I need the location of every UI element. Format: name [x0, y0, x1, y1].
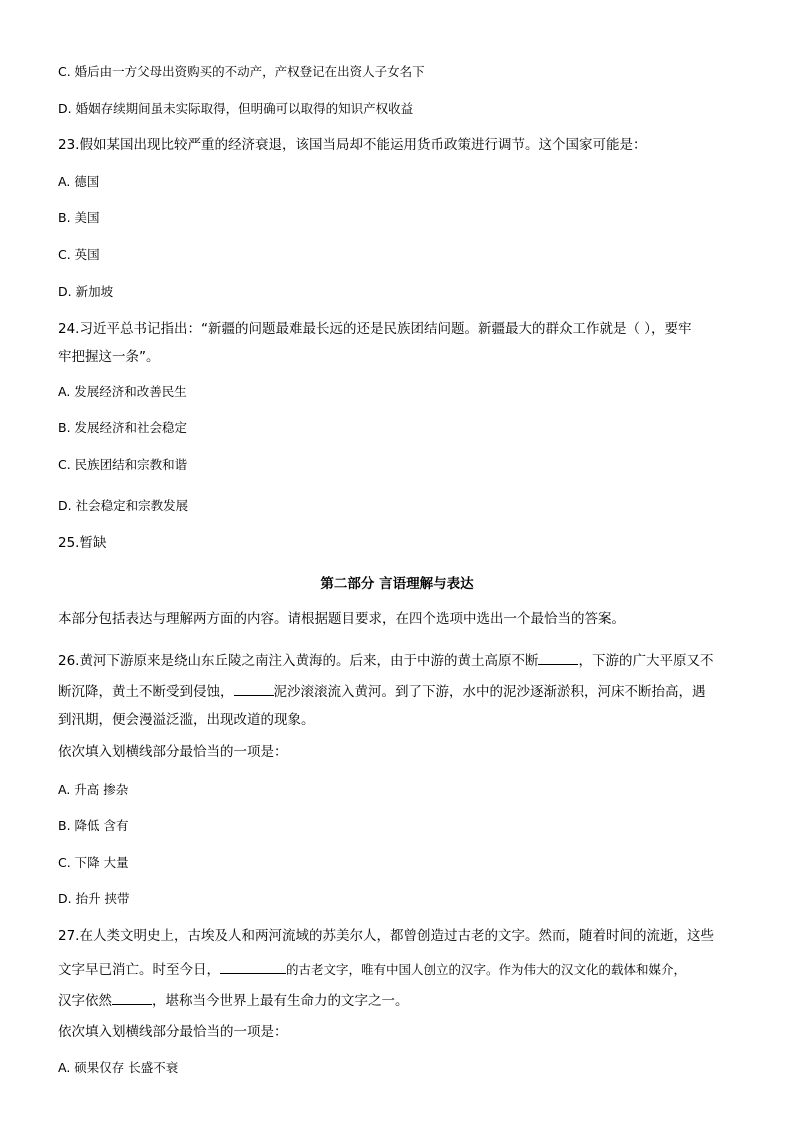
q27-line2-part-b: 的古老文字，唯有中国人创立的汉字。作为伟大的汉文化的载体和媒介，: [286, 962, 687, 977]
q26-line3: 到汛期，便会漫溢泛滥，出现改道的现象。: [58, 712, 315, 728]
q26-line1: [58, 652, 713, 669]
q23-option-c: C. 英国: [58, 247, 100, 262]
q26-line2-part-a: 断沉降，黄土不断受到侵蚀，: [58, 684, 234, 700]
q22-option-d: D. 婚姻存续期间虽未实际取得，但明确可以取得的知识产权收益: [58, 101, 414, 116]
q27-line3-part-a: 汉字依然: [58, 993, 112, 1009]
q24-option-d: D. 社会稳定和宗教发展: [58, 498, 189, 513]
q23-stem: 23.假如某国出现比较严重的经济衰退，该国当局却不能运用货币政策进行调节。这个国家可能是：: [58, 137, 647, 153]
q24-option-b: B. 发展经济和社会稳定: [58, 420, 188, 435]
q22-option-c: C. 婚后由一方父母出资购买的不动产，产权登记在出资人子女名下: [58, 64, 425, 79]
q27-option-a: A. 硕果仅存 长盛不衰: [58, 1060, 179, 1075]
q23-option-d: D. 新加坡: [58, 284, 114, 299]
q24-stem-line2: 牢把握这一条”。: [58, 349, 160, 365]
q26-option-b: B. 降低 含有: [58, 818, 129, 833]
q26-option-c: C. 下降 大量: [58, 855, 129, 870]
q23-option-b: B. 美国: [58, 210, 100, 225]
q26-line2: [58, 683, 706, 700]
q26-option-a: A. 升高 掺杂: [58, 782, 129, 797]
q26-prompt: 依次填入划横线部分最恰当的一项是：: [58, 744, 288, 760]
q23-option-a: A. 德国: [58, 174, 100, 189]
q24-option-a: A. 发展经济和改善民生: [58, 384, 187, 399]
q24-stem-line1: 24.习近平总书记指出：“新疆的问题最难最长远的还是民族团结问题。新疆最大的群众工作就是（ ），要牢: [58, 321, 692, 337]
section-title: 第二部分 言语理解与表达: [320, 576, 474, 592]
section-intro: 本部分包括表达与理解两方面的内容。请根据题目要求，在四个选项中选出一个最恰当的答案。: [58, 611, 625, 627]
answer-blank: [220, 961, 286, 974]
q26-option-d: D. 抬升 挟带: [58, 891, 130, 906]
q26-line1-part-b: ，下游的广大平原又不: [578, 653, 714, 669]
q26-line1-part-a: 26.黄河下游原来是绕山东丘陵之南注入黄海的。后来，由于中游的黄土高原不断: [58, 653, 539, 669]
q26-line2-part-b: 泥沙滚滚流入黄河。到了下游，水中的泥沙逐渐淤积，河床不断抬高，遇: [273, 684, 706, 700]
q25-stem: 25.暂缺: [58, 535, 107, 551]
answer-blank: [234, 683, 274, 696]
q27-line1: 27.在人类文明史上，古埃及人和两河流域的苏美尔人，都曾创造过古老的文字。然而，随着时间的流逝，这些: [58, 928, 714, 944]
q27-line2-part-a: 文字早已消亡。时至今日，: [58, 962, 220, 978]
q27-prompt: 依次填入划横线部分最恰当的一项是：: [58, 1024, 288, 1040]
q27-line3: [58, 992, 409, 1009]
answer-blank: [538, 652, 578, 665]
q24-option-c: C. 民族团结和宗教和谐: [58, 457, 188, 472]
answer-blank: [112, 992, 152, 1005]
q27-line2: [58, 961, 686, 978]
q27-line3-part-b: ，堪称当今世界上最有生命力的文字之一。: [152, 993, 409, 1009]
